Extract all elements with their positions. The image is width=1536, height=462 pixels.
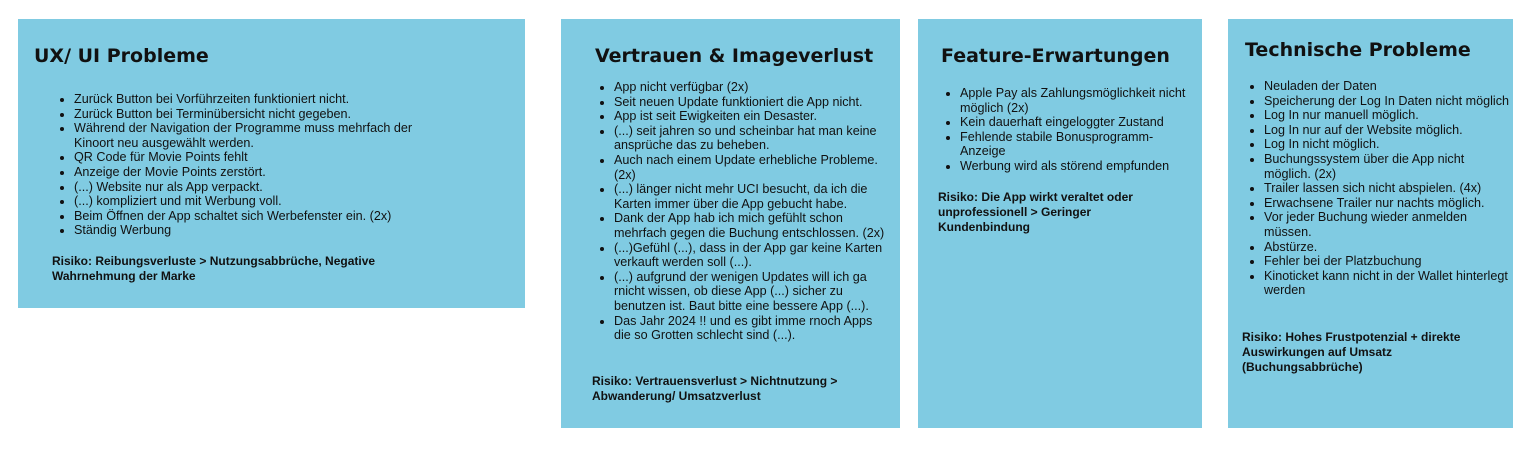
list-item: • Trailer lassen sich nicht abspielen. (4x) [1264,181,1513,196]
issue-list [56,92,434,238]
list-item: • Fehler bei der Platzbuchung [1264,254,1513,269]
list-item: • Ständig Werbung [74,223,434,238]
risk-statement: Risiko: Hohes Frustpotenzial + direkte Auswirkungen auf Umsatz (Buchungsabbrüche) [1242,330,1461,374]
list-item: • Neuladen der Daten [1264,79,1513,94]
list-item: • Log In nur manuell möglich. [1264,108,1513,123]
card-title: Vertrauen & Imageverlust [595,45,874,67]
list-item: • Beim Öffnen der App schaltet sich Werbefenster ein. (2x) [74,209,434,224]
list-item: • Fehlende stabile Bonusprogramm-Anzeige [960,130,1195,159]
card-title: UX/ UI Probleme [34,45,209,67]
list-item: • (...)Gefühl (...), dass in der App gar keine Karten verkauft werden soll (...). [614,241,889,270]
list-item: • Abstürze. [1264,240,1513,255]
issue-list [942,86,1195,174]
list-item: • Log In nicht möglich. [1264,137,1513,152]
list-item: • Speicherung der Log In Daten nicht möglich [1264,94,1513,109]
list-item: • QR Code für Movie Points fehlt [74,150,434,165]
list-item: • Buchungssystem über die App nicht möglich. (2x) [1264,152,1513,181]
list-item: • Kein dauerhaft eingeloggter Zustand [960,115,1195,130]
list-item: • Zurück Button bei Vorführzeiten funktioniert nicht. [74,92,434,107]
list-item: • App ist seit Ewigkeiten ein Desaster. [614,109,889,124]
list-item: • (...) kompliziert und mit Werbung voll. [74,194,434,209]
list-item: • App nicht verfügbar (2x) [614,80,889,95]
list-item: • (...) aufgrund der wenigen Updates will ich ga rnicht wissen, ob diese App (...) sicher zu benutzen ist. Baut bitte eine bessere App (...). [614,270,889,314]
list-item: • Das Jahr 2024 !! und es gibt imme rnoch Apps die so Grotten schlecht sind (...). [614,314,889,343]
risk-statement: Risiko: Die App wirkt veraltet oder unprofessionell > Geringer Kundenbindung [938,190,1133,234]
card-feature-erwartungen [918,19,1202,428]
list-item: • Log In nur auf der Website möglich. [1264,123,1513,138]
list-item: • (...) Website nur als App verpackt. [74,180,434,195]
list-item: • Auch nach einem Update erhebliche Probleme. (2x) [614,153,889,182]
risk-statement: Risiko: Reibungsverluste > Nutzungsabbrüche, Negative Wahrnehmung der Marke [52,254,376,283]
list-item: • Anzeige der Movie Points zerstört. [74,165,434,180]
list-item: • (...) länger nicht mehr UCI besucht, da ich die Karten immer über die App gebucht habe. [614,182,889,211]
card-title: Feature-Erwartungen [941,45,1170,67]
list-item: • Seit neuen Update funktioniert die App nicht. [614,95,889,110]
list-item: • Zurück Button bei Terminübersicht nicht gegeben. [74,107,434,122]
list-item: • Während der Navigation der Programme muss mehrfach der Kinoort neu ausgewählt werden. [74,121,434,150]
risk-statement: Risiko: Vertrauensverlust > Nichtnutzung > Abwanderung/ Umsatzverlust [592,374,838,403]
list-item: • Werbung wird als störend empfunden [960,159,1195,174]
list-item: • Dank der App hab ich mich gefühlt schon mehrfach gegen die Buchung entschlossen. (2x) [614,211,889,240]
card-technische-probleme [1228,19,1513,428]
card-title: Technische Probleme [1245,39,1471,61]
card-vertrauen-imageverlust [561,19,900,428]
list-item: • Erwachsene Trailer nur nachts möglich. [1264,196,1513,211]
list-item: • Vor jeder Buchung wieder anmelden müssen. [1264,210,1513,239]
card-ux-ui-probleme [18,19,525,308]
list-item: • (...) seit jahren so und scheinbar hat man keine ansprüche das zu beheben. [614,124,889,153]
list-item: • Apple Pay als Zahlungsmöglichkeit nicht möglich (2x) [960,86,1195,115]
issue-list [1246,79,1513,298]
list-item: • Kinoticket kann nicht in der Wallet hinterlegt werden [1264,269,1513,298]
issue-list [596,80,889,343]
